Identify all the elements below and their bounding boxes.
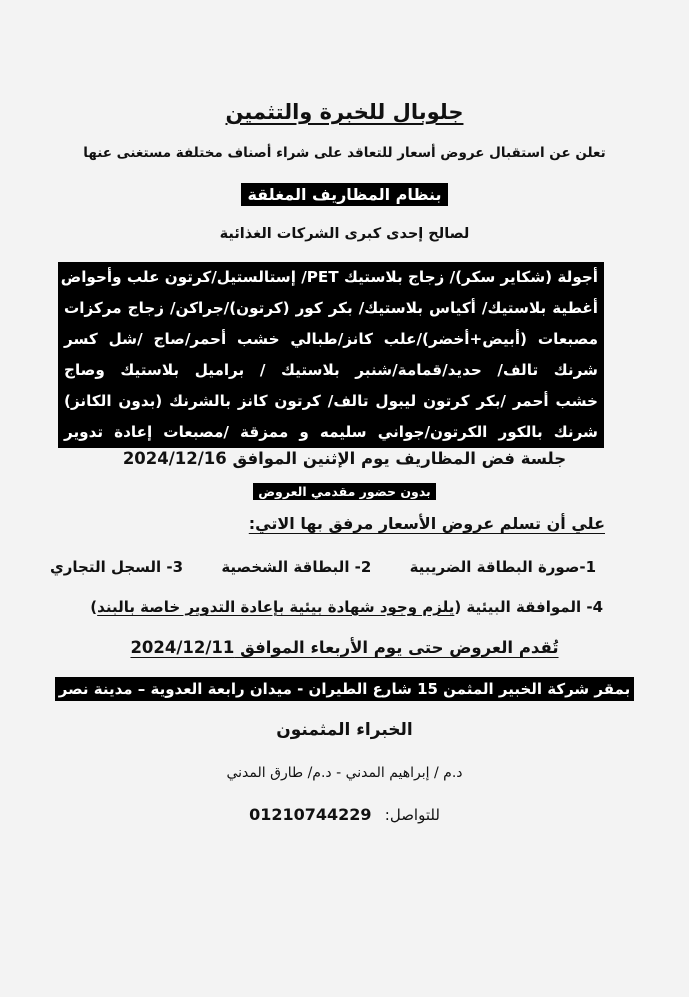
opening-session: جلسة فض المظاريف يوم الإثنين الموافق 2024/12/16: [122, 449, 567, 468]
contact-line: [0, 805, 689, 824]
requirements-row: [50, 558, 596, 576]
submission-deadline: تُقدم العروض حتى يوم الأربعاء الموافق 2024/12/11: [130, 638, 559, 657]
contact-label: للتواصل:: [384, 806, 440, 824]
requirement-4-condition: يلزم وجود شهادة بيئية بإعادة التدوير خاصة بالبند: [97, 598, 455, 616]
no-attendance-label: بدون حضور مقدمي العروض: [253, 483, 436, 500]
requirement-4-suffix: ): [90, 598, 98, 616]
bidding-system-label: بنظام المظاريف المغلقة: [241, 183, 447, 206]
requirement-4-prefix: 4- الموافقة البيئية (: [454, 598, 603, 616]
items-line: أغطية بلاستيك/ أكياس بلاستيك/ بكر كور (كرتون)/جراكن/ زجاج مركزات: [64, 299, 598, 317]
address-line: [0, 677, 689, 701]
page-title: جلوبال للخبرة والتثمين: [225, 100, 464, 124]
announcement-subtitle: تعلن عن استقبال عروض أسعار للتعاقد على شراء أصناف مختلفة مستغنى عنها: [83, 145, 606, 161]
items-line: شرنك بالكور الكرتون/جواني سليمه و ممزقة /مصبعات إعادة تدوير: [64, 423, 598, 441]
items-line: أجولة (شكاير سكر)/ زجاج بلاستيك PET/ إستالستيل/كرتون علب وأحواض: [60, 268, 598, 286]
requirement-id-card: 2- البطاقة الشخصية: [221, 558, 372, 576]
expert-names: د.م / إبراهيم المدني - د.م/ طارق المدني: [226, 765, 463, 781]
items-line: شرنك تالف/ حديد/قمامة/شنبر بلاستيك / براميل بلاستيك وصاج: [64, 361, 598, 379]
address-label: بمقر شركة الخبير المثمن 15 شارع الطيران - ميدان رابعة العدوية – مدينة نصر: [55, 677, 634, 701]
client-line: لصالح إحدى كبرى الشركات الغذائية: [219, 226, 470, 242]
requirement-commercial-register: 3- السجل التجاري: [50, 558, 184, 576]
items-line: خشب أحمر /بكر كرتون ليبول تالف/ كرتون كانز بالشرنك (بدون الكانز): [64, 392, 598, 410]
items-line: مصبعات (أبيض+أخضر)/علب كانز/طبالي خشب أحمر/صاج /شل كسر: [64, 330, 598, 348]
requirements-heading: علي أن تسلم عروض الأسعار مرفق بها الاتي:: [248, 514, 605, 533]
requirement-tax-card: 1-صورة البطاقة الضريبية: [409, 558, 596, 576]
items-list: [58, 262, 604, 448]
requirement-environmental-approval: [90, 598, 603, 616]
no-attendance-note: [0, 483, 689, 500]
contact-phone[interactable]: 01210744229: [249, 805, 372, 824]
bidding-system: [0, 183, 689, 206]
experts-heading: الخبراء المثمنون: [276, 720, 413, 740]
